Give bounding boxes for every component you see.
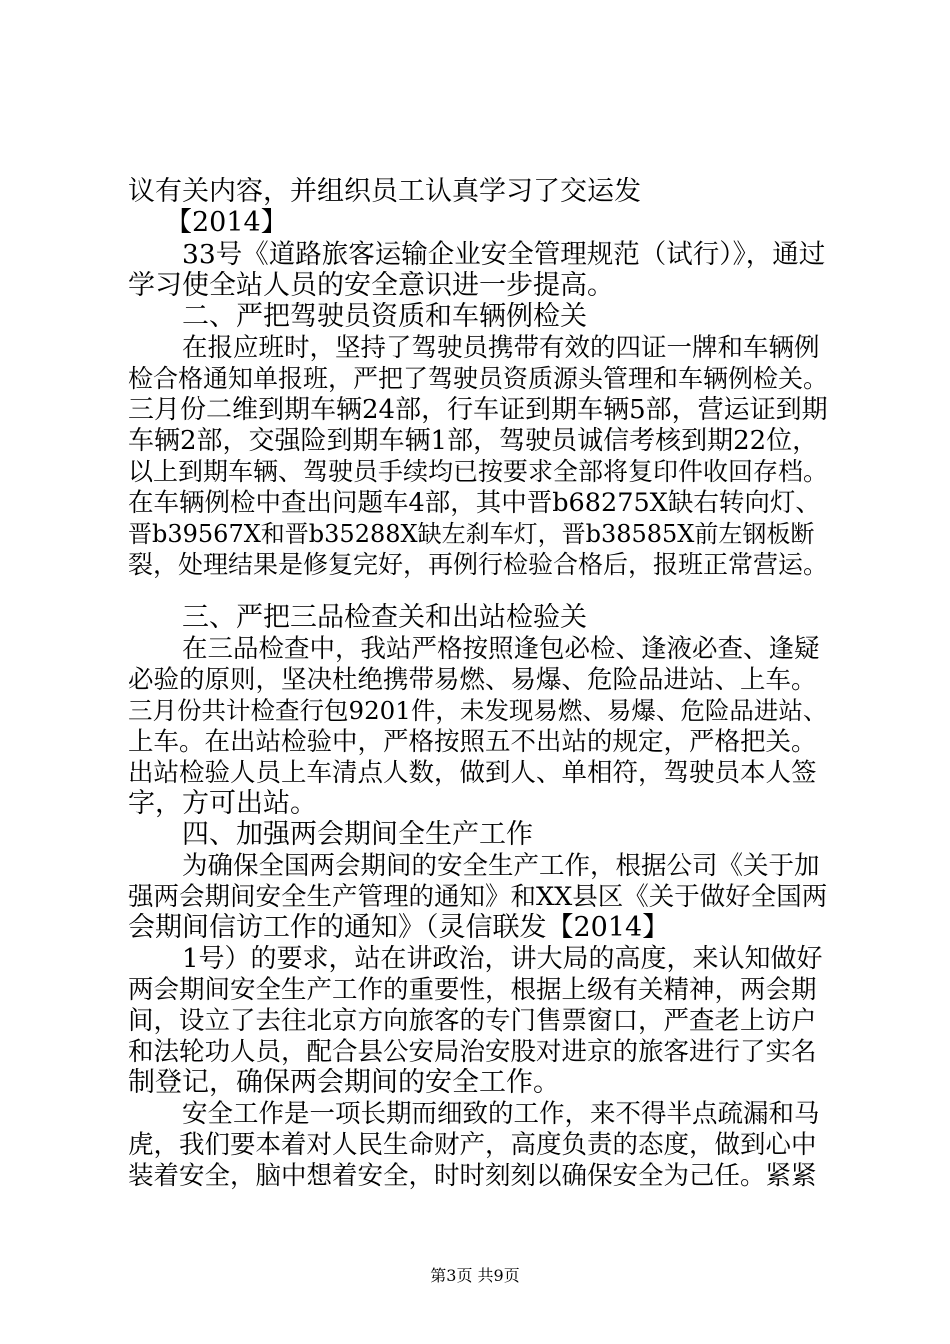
text-line: 会期间信访工作的通知》（灵信联发【2014】 xyxy=(128,913,670,943)
page-number-footer: 第3页 共9页 xyxy=(430,1266,520,1285)
section-heading: 四、加强两会期间全生产工作 xyxy=(182,820,533,850)
text-line: 出站检验人员上车清点人数，做到人、单相符，驾驶员本人签 xyxy=(128,758,817,788)
text-line: 装着安全，脑中想着安全，时时刻刻以确保安全为己任。紧紧 xyxy=(128,1161,817,1191)
text-line: 为确保全国两会期间的安全生产工作，根据公司《关于加 xyxy=(182,851,820,881)
text-line: 上车。在出站检验中，严格按照五不出站的规定，严格把关。 xyxy=(128,727,817,757)
text-line: 在车辆例检中查出问题车4部，其中晋b68275X缺右转向灯、 xyxy=(128,488,821,518)
text-line: 字，方可出站。 xyxy=(128,789,317,819)
text-line: 必验的原则，坚决杜绝携带易燃、易爆、危险品进站、上车。 xyxy=(128,665,817,695)
text-line: 虎，我们要本着对人民生命财产，高度负责的态度，做到心中 xyxy=(128,1130,817,1160)
text-line: 强两会期间安全生产管理的通知》和XX县区《关于做好全国两 xyxy=(128,882,828,912)
text-line: 三月份共计检查行包9201件，未发现易燃、易爆、危险品进站、 xyxy=(128,696,828,725)
text-line: 两会期间安全生产工作的重要性，根据上级有关精神，两会期 xyxy=(128,975,817,1005)
section-heading: 二、严把驾驶员资质和车辆例检关 xyxy=(182,302,587,332)
text-line: 在报应班时，坚持了驾驶员携带有效的四证一牌和车辆例 xyxy=(182,333,820,363)
text-line: 晋b39567X和晋b35288X缺左刹车灯，晋b38585X前左钢板断 xyxy=(128,520,815,548)
text-line: 在三品检查中，我站严格按照逢包必检、逢液必查、逢疑 xyxy=(182,634,820,664)
text-line: 以上到期车辆、驾驶员手续均已按要求全部将复印件收回存档。 xyxy=(128,457,828,486)
text-line: 制登记，确保两会期间的安全工作。 xyxy=(128,1068,560,1098)
text-line: 检合格通知单报班，严把了驾驶员资质源头管理和车辆例检关。 xyxy=(128,364,828,393)
text-line: 【2014】 xyxy=(165,208,288,238)
section-heading: 三、严把三品检查关和出站检验关 xyxy=(182,603,587,633)
text-line: 三月份二维到期车辆24部，行车证到期车辆5部，营运证到期 xyxy=(128,395,828,425)
text-line: 学习使全站人员的安全意识进一步提高。 xyxy=(128,271,614,301)
text-line: 33号《道路旅客运输企业安全管理规范（试行）》，通过 xyxy=(182,240,826,270)
text-line: 1号）的要求，站在讲政治，讲大局的高度，来认知做好 xyxy=(182,944,823,974)
text-line: 间，设立了去往北京方向旅客的专门售票窗口，严查老上访户 xyxy=(128,1006,817,1036)
text-line: 和法轮功人员，配合县公安局治安股对进京的旅客进行了实名 xyxy=(128,1037,817,1067)
text-line: 车辆2部，交强险到期车辆1部，驾驶员诚信考核到期22位， xyxy=(128,426,819,456)
text-line: 议有关内容，并组织员工认真学习了交运发 xyxy=(128,177,641,207)
text-line: 安全工作是一项长期而细致的工作，来不得半点疏漏和马 xyxy=(182,1099,820,1129)
text-line: 裂，处理结果是修复完好，再例行检验合格后，报班正常营运。 xyxy=(128,550,828,579)
